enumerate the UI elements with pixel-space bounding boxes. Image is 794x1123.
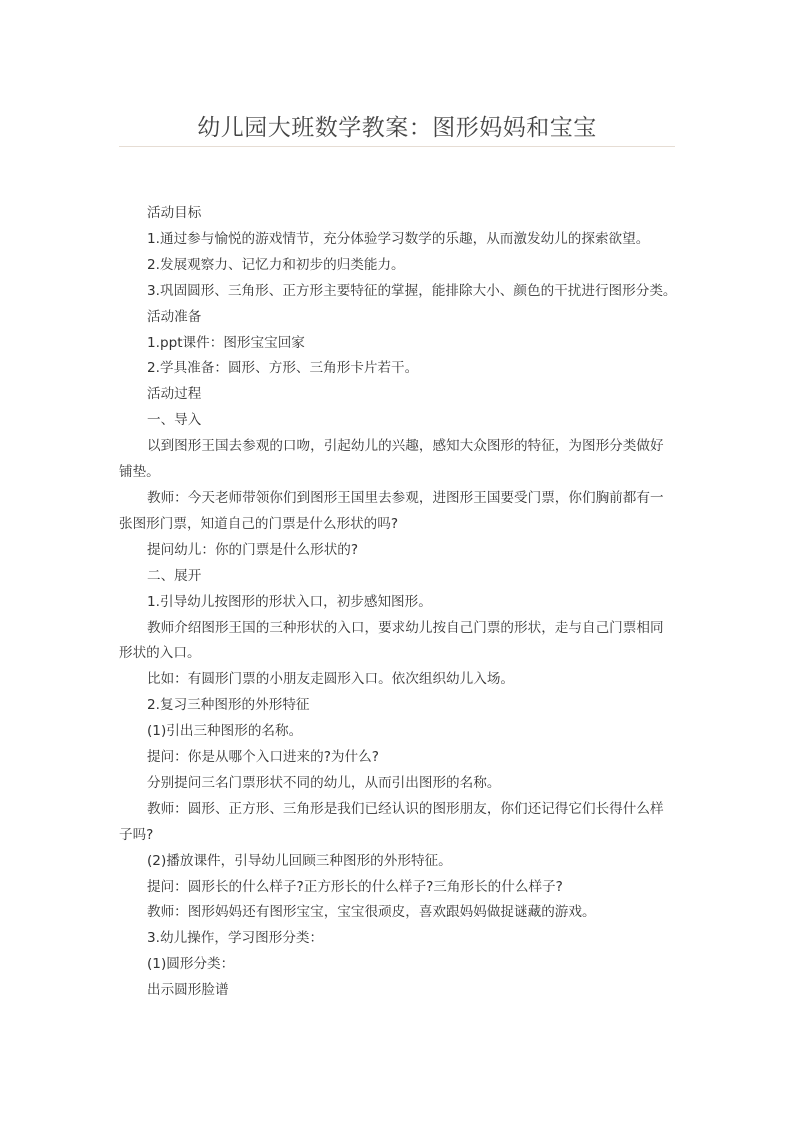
paragraph: 出示圆形脸谱	[147, 982, 229, 999]
paragraph: (1)圆形分类：	[147, 956, 235, 973]
paragraph: 2.发展观察力、记忆力和初步的归类能力。	[147, 256, 405, 273]
paragraph: 1.ppt课件：图形宝宝回家	[147, 334, 305, 351]
paragraph: 教师：圆形、正方形、三角形是我们已经认识的图形朋友，你们还记得它们长得什么样子吗?	[119, 800, 664, 843]
paragraph: 教师介绍图形王国的三种形状的入口，要求幼儿按自己门票的形状，走与自己门票相同形状的入口。	[119, 619, 664, 662]
title-divider	[119, 146, 675, 147]
paragraph: 2.复习三种图形的外形特征	[147, 697, 310, 714]
paragraph: 提问：你是从哪个入口进来的?为什么?	[147, 749, 379, 766]
paragraph: (1)引出三种图形的名称。	[147, 723, 303, 740]
section-heading: 一、导入	[147, 412, 202, 429]
paragraph: 1.通过参与愉悦的游戏情节，充分体验学习数学的乐趣，从而激发幼儿的探索欲望。	[147, 230, 650, 247]
paragraph: 1.引导幼儿按图形的形状入口，初步感知图形。	[147, 593, 432, 610]
paragraph: 比如：有圆形门票的小朋友走圆形入口。依次组织幼儿入场。	[147, 671, 515, 688]
document-body	[119, 201, 675, 1004]
section-heading: 活动目标	[147, 205, 202, 221]
document-title: 幼儿园大班数学教案：图形妈妈和宝宝	[197, 115, 597, 141]
paragraph: 分别提问三名门票形状不同的幼儿，从而引出图形的名称。	[147, 774, 501, 791]
section-heading: 活动准备	[147, 308, 202, 325]
paragraph: 2.学具准备：圆形、方形、三角形卡片若干。	[147, 360, 419, 377]
paragraph: 提问：圆形长的什么样子?正方形长的什么样子?三角形长的什么样子?	[147, 878, 563, 895]
paragraph: 教师：图形妈妈还有图形宝宝，宝宝很顽皮，喜欢跟妈妈做捉谜藏的游戏。	[147, 904, 596, 921]
paragraph: 提问幼儿：你的门票是什么形状的?	[147, 541, 359, 558]
paragraph: (2)播放课件，引导幼儿回顾三种图形的外形特征。	[147, 852, 452, 869]
paragraph: 教师：今天老师带领你们到图形王国里去参观，进图形王国要受门票，你们胸前都有一张图形门票，知道自己的门票是什么形状的吗?	[119, 489, 664, 532]
paragraph: 3.巩固圆形、三角形、正方形主要特征的掌握，能排除大小、颜色的干扰进行图形分类。	[147, 282, 677, 299]
paragraph: 以到图形王国去参观的口吻，引起幼儿的兴趣，感知大众图形的特征，为图形分类做好铺垫。	[119, 438, 664, 481]
paragraph: 3.幼儿操作，学习图形分类：	[147, 930, 324, 947]
section-heading: 二、展开	[147, 567, 202, 584]
section-heading: 活动过程	[147, 386, 202, 403]
